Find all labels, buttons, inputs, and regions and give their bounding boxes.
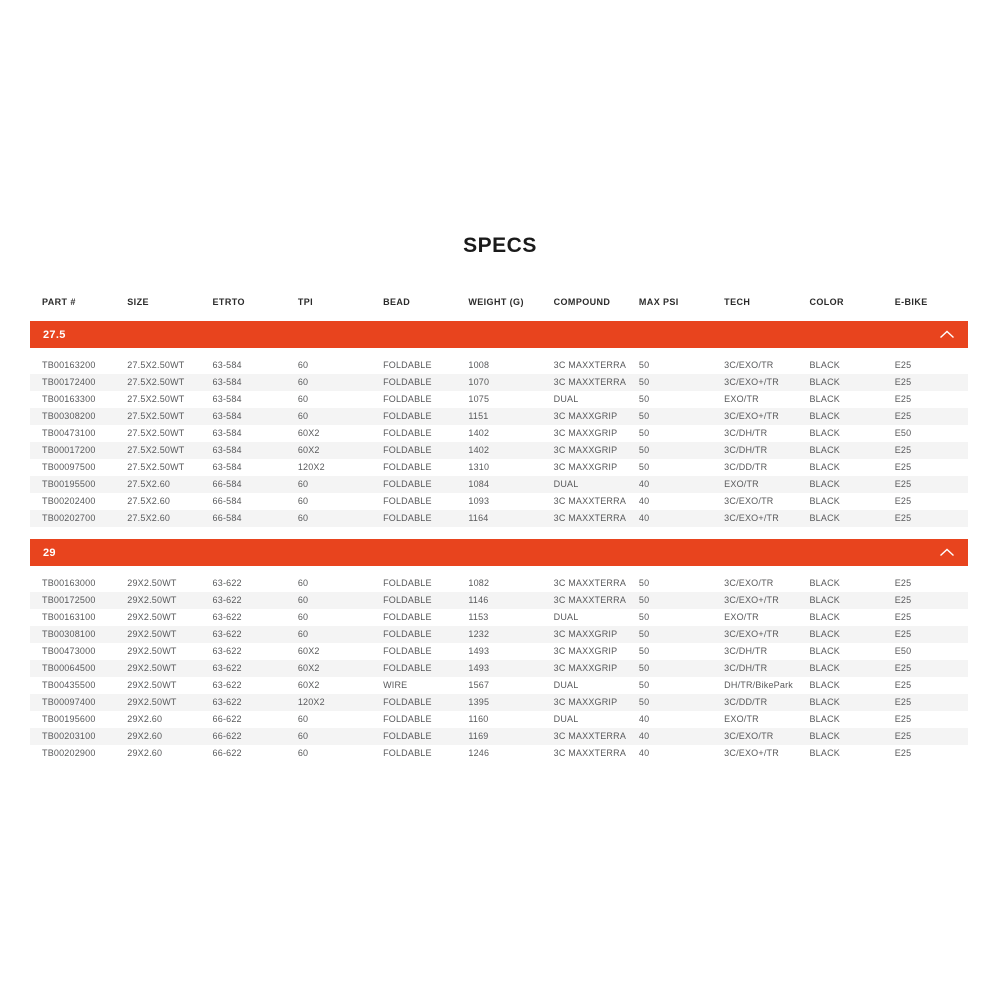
- table-cell: FOLDABLE: [383, 578, 432, 588]
- table-cell: 1310: [468, 462, 490, 472]
- table-cell: 1567: [468, 680, 490, 690]
- table-cell: 3C MAXXGRIP: [553, 646, 618, 656]
- table-cell: 3C/EXO/TR: [724, 578, 774, 588]
- table-cell: 63-622: [212, 629, 242, 639]
- table-cell: TB00163300: [42, 394, 96, 404]
- table-row: [30, 493, 968, 510]
- section-rows: [30, 357, 968, 527]
- table-cell: 40: [638, 748, 650, 758]
- table-cell: 63-622: [212, 663, 242, 673]
- chevron-up-icon[interactable]: [939, 330, 955, 339]
- table-cell: TB00172500: [42, 595, 96, 605]
- table-cell: BLACK: [809, 513, 840, 523]
- table-row: [30, 374, 968, 391]
- column-header: TECH: [724, 297, 751, 307]
- table-cell: 63-622: [212, 595, 242, 605]
- table-cell: 1493: [468, 663, 490, 673]
- table-cell: 50: [638, 411, 650, 421]
- table-cell: 63-622: [212, 578, 242, 588]
- table-cell: E25: [894, 748, 912, 758]
- table-cell: BLACK: [809, 377, 840, 387]
- table-cell: WIRE: [383, 680, 408, 690]
- table-cell: 3C MAXXTERRA: [553, 731, 627, 741]
- table-cell: FOLDABLE: [383, 646, 432, 656]
- table-cell: 3C/EXO+/TR: [724, 377, 779, 387]
- table-cell: BLACK: [809, 394, 840, 404]
- table-cell: TB00195500: [42, 479, 96, 489]
- table-row: [30, 408, 968, 425]
- table-cell: TB00163000: [42, 578, 96, 588]
- table-cell: 27.5X2.50WT: [127, 445, 185, 455]
- table-sections: [30, 321, 968, 762]
- table-cell: 27.5X2.50WT: [127, 428, 185, 438]
- table-cell: TB00435500: [42, 680, 96, 690]
- table-cell: TB00097400: [42, 697, 96, 707]
- table-cell: 60: [297, 377, 309, 387]
- table-cell: 50: [638, 646, 650, 656]
- table-cell: 60X2: [297, 428, 320, 438]
- table-cell: BLACK: [809, 595, 840, 605]
- table-cell: 63-622: [212, 646, 242, 656]
- table-cell: 63-584: [212, 428, 242, 438]
- table-cell: 1232: [468, 629, 490, 639]
- table-cell: E25: [894, 612, 912, 622]
- table-cell: BLACK: [809, 629, 840, 639]
- table-row: [30, 391, 968, 408]
- table-cell: 66-622: [212, 748, 242, 758]
- table-cell: TB00308200: [42, 411, 96, 421]
- table-cell: TB00203100: [42, 731, 96, 741]
- table-cell: 1146: [468, 595, 489, 605]
- chevron-up-icon[interactable]: [939, 548, 955, 557]
- table-cell: E25: [894, 680, 912, 690]
- table-cell: 1070: [468, 377, 490, 387]
- table-cell: DH/TR/BikePark: [724, 680, 793, 690]
- table-cell: E25: [894, 629, 912, 639]
- table-cell: 60: [297, 595, 309, 605]
- table-cell: 3C MAXXGRIP: [553, 411, 618, 421]
- table-cell: 3C/EXO+/TR: [724, 411, 779, 421]
- table-cell: FOLDABLE: [383, 445, 432, 455]
- table-cell: 1160: [468, 714, 489, 724]
- table-cell: FOLDABLE: [383, 663, 432, 673]
- table-cell: 29X2.50WT: [127, 646, 177, 656]
- table-cell: 1093: [468, 496, 490, 506]
- table-cell: 60: [297, 731, 309, 741]
- table-cell: 29X2.50WT: [127, 629, 177, 639]
- table-cell: 63-584: [212, 411, 242, 421]
- table-cell: 3C MAXXGRIP: [553, 428, 618, 438]
- table-cell: 3C MAXXTERRA: [553, 748, 627, 758]
- table-row: [30, 643, 968, 660]
- table-cell: 1151: [468, 411, 489, 421]
- table-cell: 1164: [468, 513, 489, 523]
- table-cell: 1402: [468, 445, 490, 455]
- table-cell: 3C/EXO/TR: [724, 731, 774, 741]
- table-cell: 60: [297, 612, 309, 622]
- table-cell: FOLDABLE: [383, 612, 432, 622]
- table-cell: FOLDABLE: [383, 496, 432, 506]
- table-cell: 3C/EXO+/TR: [724, 748, 779, 758]
- column-header: SIZE: [127, 297, 149, 307]
- table-cell: FOLDABLE: [383, 714, 432, 724]
- table-cell: 50: [638, 595, 650, 605]
- table-cell: 50: [638, 697, 650, 707]
- table-row: [30, 575, 968, 592]
- table-cell: 3C MAXXGRIP: [553, 629, 618, 639]
- table-cell: 50: [638, 377, 650, 387]
- table-cell: DUAL: [553, 394, 579, 404]
- table-cell: 60: [297, 748, 309, 758]
- table-cell: 29X2.60: [127, 731, 163, 741]
- table-cell: 60X2: [297, 445, 320, 455]
- table-cell: 3C/EXO/TR: [724, 360, 774, 370]
- table-cell: E25: [894, 595, 912, 605]
- table-cell: FOLDABLE: [383, 731, 432, 741]
- table-cell: TB00163100: [42, 612, 96, 622]
- table-cell: 120X2: [297, 462, 325, 472]
- table-cell: 29X2.50WT: [127, 680, 177, 690]
- table-cell: 3C/DH/TR: [724, 663, 768, 673]
- table-cell: 1075: [468, 394, 490, 404]
- table-cell: 60: [297, 479, 309, 489]
- table-cell: 1493: [468, 646, 490, 656]
- table-cell: 60: [297, 496, 309, 506]
- table-cell: 63-584: [212, 377, 242, 387]
- table-cell: 60: [297, 513, 309, 523]
- table-cell: 60: [297, 411, 309, 421]
- column-header: COMPOUND: [553, 297, 611, 307]
- table-cell: BLACK: [809, 731, 840, 741]
- table-cell: TB00172400: [42, 377, 96, 387]
- table-cell: EXO/TR: [724, 479, 759, 489]
- table-row: [30, 728, 968, 745]
- table-cell: BLACK: [809, 479, 840, 489]
- table-cell: BLACK: [809, 663, 840, 673]
- table-cell: E25: [894, 462, 912, 472]
- table-cell: TB00064500: [42, 663, 96, 673]
- column-header: ETRTO: [212, 297, 245, 307]
- table-cell: 1008: [468, 360, 490, 370]
- table-cell: DUAL: [553, 680, 579, 690]
- table-cell: 50: [638, 629, 650, 639]
- table-cell: 29X2.50WT: [127, 697, 177, 707]
- table-row: [30, 459, 968, 476]
- table-cell: 27.5X2.50WT: [127, 462, 185, 472]
- table-cell: E25: [894, 513, 912, 523]
- table-cell: E25: [894, 411, 912, 421]
- table-cell: EXO/TR: [724, 714, 759, 724]
- table-cell: 29X2.50WT: [127, 663, 177, 673]
- table-cell: TB00473100: [42, 428, 96, 438]
- table-cell: 66-622: [212, 731, 242, 741]
- table-cell: FOLDABLE: [383, 394, 432, 404]
- table-cell: 3C MAXXGRIP: [553, 445, 618, 455]
- table-cell: FOLDABLE: [383, 479, 432, 489]
- table-row: [30, 442, 968, 459]
- table-cell: 63-622: [212, 680, 242, 690]
- table-cell: E25: [894, 663, 912, 673]
- table-row: [30, 626, 968, 643]
- table-cell: 50: [638, 462, 650, 472]
- table-cell: 1395: [468, 697, 490, 707]
- table-cell: BLACK: [809, 646, 840, 656]
- table-cell: E50: [894, 428, 912, 438]
- table-cell: TB00163200: [42, 360, 96, 370]
- table-cell: 50: [638, 680, 650, 690]
- table-cell: 60X2: [297, 663, 320, 673]
- table-cell: 3C/EXO+/TR: [724, 595, 779, 605]
- table-cell: FOLDABLE: [383, 697, 432, 707]
- table-row: [30, 357, 968, 374]
- table-cell: BLACK: [809, 697, 840, 707]
- table-cell: 27.5X2.50WT: [127, 411, 185, 421]
- table-cell: 3C/DH/TR: [724, 428, 768, 438]
- table-cell: FOLDABLE: [383, 411, 432, 421]
- table-cell: 27.5X2.50WT: [127, 360, 185, 370]
- table-cell: E25: [894, 479, 912, 489]
- table-cell: 63-584: [212, 445, 242, 455]
- table-cell: 1169: [468, 731, 489, 741]
- section-label: 27.5: [43, 328, 66, 341]
- table-cell: BLACK: [809, 411, 840, 421]
- table-cell: 3C MAXXTERRA: [553, 513, 627, 523]
- table-row: [30, 609, 968, 626]
- table-row: [30, 592, 968, 609]
- table-cell: 29X2.50WT: [127, 595, 177, 605]
- column-header: TPI: [297, 297, 314, 307]
- table-cell: 66-584: [212, 479, 242, 489]
- table-cell: 40: [638, 513, 650, 523]
- column-header: BEAD: [383, 297, 411, 307]
- table-cell: 50: [638, 612, 650, 622]
- table-cell: 60: [297, 394, 309, 404]
- table-cell: BLACK: [809, 428, 840, 438]
- table-cell: FOLDABLE: [383, 595, 432, 605]
- table-row: [30, 711, 968, 728]
- table-cell: 50: [638, 360, 650, 370]
- table-header-row: [30, 294, 968, 314]
- table-cell: TB00195600: [42, 714, 96, 724]
- table-cell: TB00017200: [42, 445, 96, 455]
- table-cell: E25: [894, 731, 912, 741]
- table-row: [30, 745, 968, 762]
- table-cell: 60: [297, 629, 309, 639]
- table-cell: 29X2.60: [127, 748, 163, 758]
- column-header: MAX PSI: [638, 297, 679, 307]
- table-cell: 1402: [468, 428, 490, 438]
- table-cell: E25: [894, 496, 912, 506]
- table-cell: 63-584: [212, 360, 242, 370]
- table-cell: BLACK: [809, 612, 840, 622]
- table-cell: 3C/EXO+/TR: [724, 513, 779, 523]
- table-row: [30, 425, 968, 442]
- section-rows: [30, 575, 968, 762]
- table-cell: 3C MAXXTERRA: [553, 595, 627, 605]
- table-cell: E25: [894, 445, 912, 455]
- page-title: SPECS: [463, 234, 537, 257]
- table-cell: 60X2: [297, 680, 320, 690]
- table-cell: 27.5X2.60: [127, 496, 171, 506]
- table-cell: 63-622: [212, 612, 242, 622]
- table-cell: 3C/DH/TR: [724, 646, 768, 656]
- table-cell: 60: [297, 714, 309, 724]
- table-cell: 3C MAXXGRIP: [553, 663, 618, 673]
- table-cell: 66-584: [212, 496, 242, 506]
- table-cell: 3C MAXXTERRA: [553, 360, 627, 370]
- table-cell: TB00473000: [42, 646, 96, 656]
- table-cell: FOLDABLE: [383, 377, 432, 387]
- table-cell: DUAL: [553, 479, 579, 489]
- table-cell: 60X2: [297, 646, 320, 656]
- table-cell: 63-584: [212, 394, 242, 404]
- table-cell: TB00202400: [42, 496, 96, 506]
- column-header: E-BIKE: [894, 297, 928, 307]
- table-cell: E25: [894, 377, 912, 387]
- table-cell: 120X2: [297, 697, 325, 707]
- table-cell: 1082: [468, 578, 490, 588]
- table-cell: BLACK: [809, 496, 840, 506]
- table-cell: E50: [894, 646, 912, 656]
- table-cell: 3C/EXO+/TR: [724, 629, 779, 639]
- table-row: [30, 677, 968, 694]
- table-row: [30, 660, 968, 677]
- table-cell: FOLDABLE: [383, 513, 432, 523]
- table-cell: 1246: [468, 748, 490, 758]
- table-cell: 3C MAXXTERRA: [553, 496, 627, 506]
- table-cell: EXO/TR: [724, 612, 759, 622]
- table-cell: 40: [638, 479, 650, 489]
- table-cell: 27.5X2.50WT: [127, 377, 185, 387]
- table-cell: 40: [638, 731, 650, 741]
- table-cell: DUAL: [553, 714, 579, 724]
- table-cell: 40: [638, 714, 650, 724]
- table-cell: FOLDABLE: [383, 629, 432, 639]
- table-cell: 3C/DH/TR: [724, 445, 768, 455]
- table-cell: 50: [638, 663, 650, 673]
- table-cell: 29X2.60: [127, 714, 163, 724]
- table-cell: TB00202700: [42, 513, 96, 523]
- table-cell: E25: [894, 578, 912, 588]
- table-cell: 50: [638, 394, 650, 404]
- table-cell: 50: [638, 428, 650, 438]
- table-cell: 1153: [468, 612, 489, 622]
- table-cell: 60: [297, 578, 309, 588]
- table-cell: 63-584: [212, 462, 242, 472]
- table-cell: TB00202900: [42, 748, 96, 758]
- table-cell: BLACK: [809, 748, 840, 758]
- table-row: [30, 510, 968, 527]
- table-row: [30, 694, 968, 711]
- table-cell: 27.5X2.60: [127, 513, 171, 523]
- table-cell: 3C/EXO/TR: [724, 496, 774, 506]
- table-cell: 3C/DD/TR: [724, 462, 768, 472]
- table-cell: BLACK: [809, 462, 840, 472]
- table-cell: E25: [894, 360, 912, 370]
- table-cell: 29X2.50WT: [127, 612, 177, 622]
- section-header-27-5[interactable]: [30, 321, 968, 348]
- specs-table: [30, 294, 968, 762]
- table-cell: DUAL: [553, 612, 579, 622]
- table-cell: 63-622: [212, 697, 242, 707]
- table-cell: 29X2.50WT: [127, 578, 177, 588]
- table-cell: BLACK: [809, 360, 840, 370]
- table-cell: 3C MAXXTERRA: [553, 377, 627, 387]
- table-cell: 3C MAXXTERRA: [553, 578, 627, 588]
- table-cell: 27.5X2.60: [127, 479, 171, 489]
- table-cell: 27.5X2.50WT: [127, 394, 185, 404]
- table-cell: 3C MAXXGRIP: [553, 697, 618, 707]
- table-cell: FOLDABLE: [383, 360, 432, 370]
- table-cell: BLACK: [809, 714, 840, 724]
- table-cell: 66-622: [212, 714, 242, 724]
- table-cell: FOLDABLE: [383, 428, 432, 438]
- table-cell: E25: [894, 697, 912, 707]
- table-cell: FOLDABLE: [383, 462, 432, 472]
- table-row: [30, 476, 968, 493]
- table-cell: BLACK: [809, 445, 840, 455]
- table-cell: 40: [638, 496, 650, 506]
- table-cell: 3C MAXXGRIP: [553, 462, 618, 472]
- table-cell: TB00097500: [42, 462, 96, 472]
- table-cell: E25: [894, 714, 912, 724]
- section-label: 29: [43, 546, 56, 559]
- column-header: WEIGHT (G): [468, 297, 524, 307]
- section-header-29[interactable]: [30, 539, 968, 566]
- table-cell: FOLDABLE: [383, 748, 432, 758]
- table-cell: TB00308100: [42, 629, 96, 639]
- table-cell: 1084: [468, 479, 490, 489]
- table-cell: 50: [638, 445, 650, 455]
- column-header: PART #: [42, 297, 76, 307]
- table-cell: 66-584: [212, 513, 242, 523]
- table-cell: EXO/TR: [724, 394, 759, 404]
- table-cell: BLACK: [809, 680, 840, 690]
- table-cell: E25: [894, 394, 912, 404]
- column-header: COLOR: [809, 297, 844, 307]
- table-cell: 60: [297, 360, 309, 370]
- table-cell: 3C/DD/TR: [724, 697, 768, 707]
- table-cell: BLACK: [809, 578, 840, 588]
- table-cell: 50: [638, 578, 650, 588]
